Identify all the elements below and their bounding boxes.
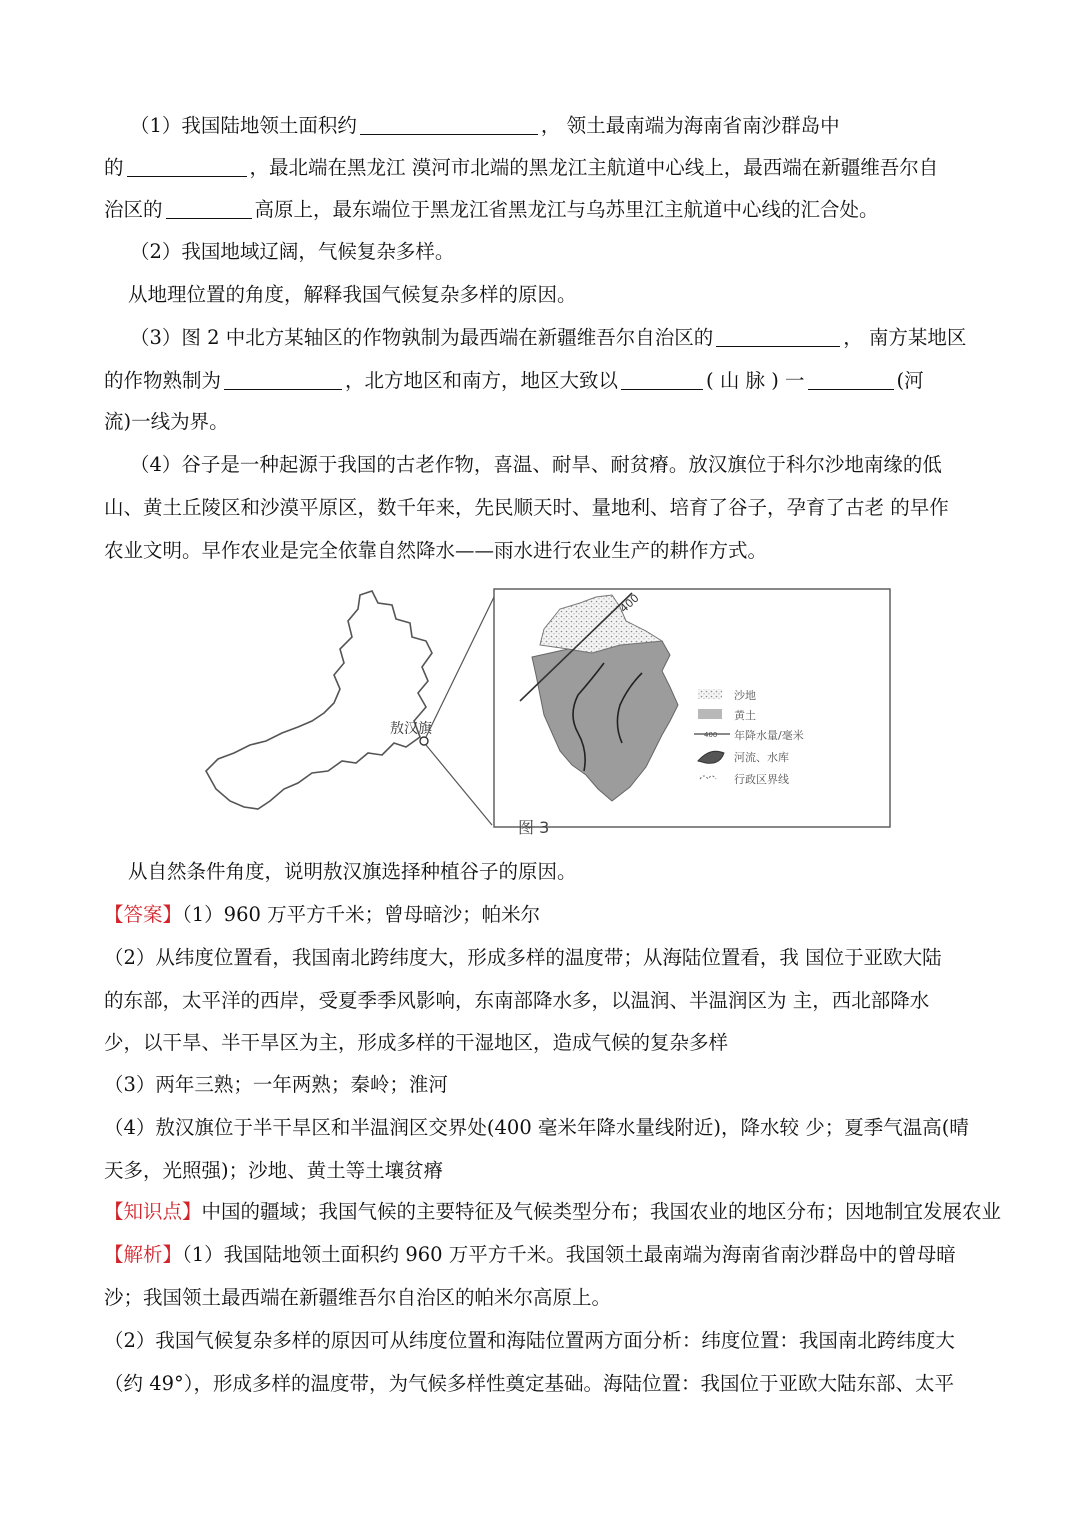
loess-region [532, 641, 678, 801]
legend-sand-swatch [698, 689, 722, 699]
answer-blank[interactable] [716, 327, 840, 347]
analysis-line-1: 【解析】（1）我国陆地领土面积约 960 万平方千米。我国领土最南端为海南省南沙群岛中的曾母暗 [104, 1243, 956, 1266]
aohan-marker [420, 737, 428, 745]
legend-isohyet-value: 400 [704, 731, 718, 739]
analysis-line-3: （2）我国气候复杂多样的原因可从纬度位置和海陆位置两方面分析：纬度位置：我国南北跨纬度大 [104, 1329, 955, 1352]
legend-boundary-swatch [700, 776, 716, 779]
answer-4-line-2: 天多，光照强)；沙地、黄土等土壤贫瘠 [104, 1159, 444, 1182]
q3-line-3: 流)一线为界。 [104, 410, 229, 433]
legend-river-swatch [698, 751, 724, 763]
answer-blank[interactable] [808, 370, 894, 390]
answer-blank[interactable] [360, 115, 538, 135]
answer-blank[interactable] [127, 157, 247, 177]
map-svg [200, 575, 900, 845]
zoom-line-top [426, 597, 494, 737]
legend-boundary: 行政区界线 [734, 773, 789, 786]
q4-line-3: 农业文明。早作农业是完全依靠自然降水——雨水进行农业生产的耕作方式。 [104, 539, 768, 562]
analysis-line-2: 沙；我国领土最西端在新疆维吾尔自治区的帕米尔高原上。 [104, 1286, 612, 1309]
answer-2-line-1: （2）从纬度位置看，我国南北跨纬度大，形成多样的温度带；从海陆位置看，我 国位于亚欧大陆 [104, 946, 942, 969]
figure-caption: 图 3 [518, 818, 550, 837]
q2-line-1: （2）我国地域辽阔，气候复杂多样。 [130, 240, 455, 263]
legend-river: 河流、水库 [734, 751, 789, 764]
legend-loess-swatch [698, 709, 722, 719]
q4-prompt: 从自然条件角度，说明敖汉旗选择种植谷子的原因。 [128, 860, 577, 883]
q1-line-3: 治区的 高原上，最东端位于黑龙江省黑龙江与乌苏里江主航道中心线的汇合处。 [104, 198, 879, 221]
answer-blank[interactable] [166, 199, 252, 219]
q3-line-2: 的作物熟制为 ，北方地区和南方，地区大致以 ( 山 脉 ) 一 (河 [104, 369, 924, 392]
answer-blank[interactable] [621, 370, 703, 390]
q1-line-1: （1）我国陆地领土面积约 ， 领土最南端为海南省南沙群岛中 [130, 114, 840, 137]
answer-4-line-1: （4）敖汉旗位于半干旱区和半温润区交界处(400 毫米年降水量线附近)，降水较 少；夏季气温高(晴 [104, 1116, 969, 1139]
isohyet-400-label: 400 [617, 591, 642, 616]
answer-2-line-2: 的东部，太平洋的西岸，受夏季季风影响，东南部降水多，以温润、半温润区为 主，西北部降水 [104, 989, 930, 1012]
legend-sand: 沙地 [734, 689, 756, 702]
figure-3-map [200, 575, 900, 845]
aohan-label: 敖汉旗 [390, 721, 432, 737]
inner-mongolia-outline [206, 591, 432, 809]
legend-loess: 黄土 [734, 709, 756, 722]
q3-line-1: （3）图 2 中北方某轴区的作物孰制为最西端在新疆维吾尔自治区的 ， 南方某地区 [130, 326, 967, 349]
answer-tag: 【答案】 [104, 903, 183, 926]
q2-line-2: 从地理位置的角度，解释我国气候复杂多样的原因。 [128, 283, 577, 306]
answer-line-1: 【答案】（1）960 万平方千米；曾母暗沙；帕米尔 [104, 903, 541, 926]
q4-line-2: 山、黄土丘陵区和沙漠平原区，数千年来，先民顺天时、量地利、培育了谷子，孕育了古老 的早作 [104, 496, 949, 519]
q4-line-1: （4）谷子是一种起源于我国的古老作物，喜温、耐旱、耐贫瘠。放汉旗位于科尔沙地南缘的低 [130, 453, 942, 476]
answer-2-line-3: 少，以干旱、半干旱区为主，形成多样的干湿地区，造成气候的复杂多样 [104, 1031, 729, 1054]
answer-blank[interactable] [224, 370, 342, 390]
analysis-tag: 【解析】 [104, 1243, 183, 1266]
knowledge-tag: 【知识点】 [104, 1200, 202, 1223]
q1-line-2: 的 ，最北端在黑龙江 漠河市北端的黑龙江主航道中心线上，最西端在新疆维吾尔自 [104, 156, 939, 179]
legend-isohyet: 年降水量/毫米 [734, 729, 804, 742]
analysis-line-4: （约 49°），形成多样的温度带，为气候多样性奠定基础。海陆位置：我国位于亚欧大陆东部、太平 [104, 1372, 955, 1395]
zoom-line-bottom [426, 745, 492, 825]
knowledge-line: 【知识点】中国的疆域；我国气候的主要特征及气候类型分布；我国农业的地区分布；因地制宜发展农业 [104, 1200, 1002, 1223]
answer-3: （3）两年三熟；一年两熟；秦岭；淮河 [104, 1073, 448, 1096]
